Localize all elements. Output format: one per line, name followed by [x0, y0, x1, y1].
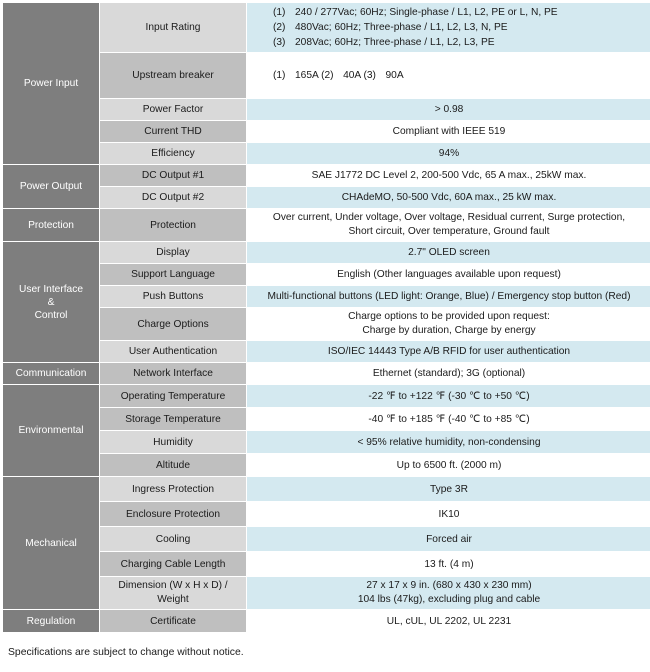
- item-cell-humidity: Humidity: [100, 431, 246, 453]
- text-line: 104 lbs (47kg), excluding plug and cable: [357, 594, 541, 605]
- table-row: [3, 477, 650, 501]
- table-row: [3, 143, 650, 164]
- item-cell-efficiency: Efficiency: [100, 143, 246, 164]
- value-cell-storage-temperature: -40 ℉ to +185 ℉ (-40 ℃ to +85 ℃): [247, 408, 650, 430]
- table-row: [3, 502, 650, 526]
- item-cell-push-buttons: Push Buttons: [100, 286, 246, 307]
- value-cell-dimension-weight: [247, 577, 650, 609]
- value-cell-certificate: UL, cUL, UL 2202, UL 2231: [247, 610, 650, 632]
- value-cell-enclosure-protection: IK10: [247, 502, 650, 526]
- value-cell-network-interface: Ethernet (standard); 3G (optional): [247, 363, 650, 384]
- item-cell-dc-output-2: DC Output #2: [100, 187, 246, 208]
- group-cell-regulation: Regulation: [3, 610, 99, 632]
- table-row: [3, 577, 650, 609]
- table-row: [3, 209, 650, 241]
- text-line: Charge by duration, Charge by energy: [362, 325, 536, 336]
- value-cell-push-buttons: Multi-functional buttons (LED light: Orange, Blue) / Emergency stop button (Red): [247, 286, 650, 307]
- value-cell-charge-options: [247, 308, 650, 340]
- table-row: [3, 385, 650, 407]
- table-row: [3, 454, 650, 476]
- table-row: [3, 610, 650, 632]
- list-item: (2) 40A: [321, 70, 361, 81]
- table-row: [3, 53, 650, 98]
- value-cell-input-rating: [247, 3, 650, 52]
- item-cell-power-factor: Power Factor: [100, 99, 246, 120]
- value-cell-humidity: < 95% relative humidity, non-condensing: [247, 431, 650, 453]
- item-cell-user-authentication: User Authentication: [100, 341, 246, 362]
- value-cell-display: 2.7" OLED screen: [247, 242, 650, 263]
- list-item: (3) 90A: [363, 70, 404, 81]
- specifications-table: [2, 2, 650, 633]
- value-cell-altitude: Up to 6500 ft. (2000 m): [247, 454, 650, 476]
- value-cell-efficiency: 94%: [247, 143, 650, 164]
- table-row: [3, 3, 650, 52]
- text-line: Dimension (W x H x D) /: [118, 580, 228, 591]
- text-line: Charge options to be provided upon request:: [348, 311, 550, 322]
- table-row: [3, 552, 650, 576]
- item-cell-protection: Protection: [100, 209, 246, 241]
- table-row: [3, 431, 650, 453]
- group-label-line: Control: [34, 309, 68, 321]
- specification-sheet: [0, 2, 650, 672]
- group-cell-protection: Protection: [3, 209, 99, 241]
- table-row: [3, 408, 650, 430]
- list-item: (1) 240 / 277Vac; 60Hz; Single-phase / L1, L2, PE or L, N, PE: [273, 7, 558, 18]
- group-cell-mechanical: Mechanical: [3, 477, 99, 609]
- item-cell-enclosure-protection: Enclosure Protection: [100, 502, 246, 526]
- value-cell-protection: [247, 209, 650, 241]
- group-label-line: &: [47, 296, 55, 308]
- text-line: Weight: [157, 594, 189, 605]
- item-cell-cooling: Cooling: [100, 527, 246, 551]
- value-cell-cooling: Forced air: [247, 527, 650, 551]
- value-cell-upstream-breaker: [247, 53, 650, 98]
- item-cell-storage-temperature: Storage Temperature: [100, 408, 246, 430]
- value-cell-dc-output-1: SAE J1772 DC Level 2, 200-500 Vdc, 65 A max., 25kW max.: [247, 165, 650, 186]
- text-line: Short circuit, Over temperature, Ground fault: [348, 226, 550, 237]
- group-label-line: User Interface: [19, 283, 83, 295]
- group-cell-power-output: Power Output: [3, 165, 99, 208]
- item-cell-operating-temperature: Operating Temperature: [100, 385, 246, 407]
- table-row: [3, 165, 650, 186]
- value-cell-charging-cable-length: 13 ft. (4 m): [247, 552, 650, 576]
- table-row: [3, 286, 650, 307]
- item-cell-input-rating: Input Rating: [100, 3, 246, 52]
- table-row: [3, 121, 650, 142]
- item-cell-upstream-breaker: Upstream breaker: [100, 53, 246, 98]
- table-row: [3, 99, 650, 120]
- input-rating-list: [251, 5, 647, 50]
- value-cell-dc-output-2: CHAdeMO, 50-500 Vdc, 60A max., 25 kW max.: [247, 187, 650, 208]
- table-row: [3, 527, 650, 551]
- value-cell-user-authentication: ISO/IEC 14443 Type A/B RFID for user authentication: [247, 341, 650, 362]
- list-item: (3) 208Vac; 60Hz; Three-phase / L1, L2, L3, PE: [273, 37, 495, 48]
- item-cell-altitude: Altitude: [100, 454, 246, 476]
- table-row: [3, 308, 650, 340]
- item-cell-charging-cable-length: Charging Cable Length: [100, 552, 246, 576]
- table-row: [3, 341, 650, 362]
- item-cell-support-language: Support Language: [100, 264, 246, 285]
- group-cell-environmental: Environmental: [3, 385, 99, 476]
- table-row: [3, 242, 650, 263]
- text-line: Over current, Under voltage, Over voltage, Residual current, Surge protection,: [272, 212, 626, 223]
- table-row: [3, 187, 650, 208]
- group-cell-user-interface-control: [3, 242, 99, 362]
- group-cell-communication: Communication: [3, 363, 99, 384]
- item-cell-dc-output-1: DC Output #1: [100, 165, 246, 186]
- value-cell-operating-temperature: -22 ℉ to +122 ℉ (-30 ℃ to +50 ℃): [247, 385, 650, 407]
- item-cell-charge-options: Charge Options: [100, 308, 246, 340]
- upstream-breaker-list: [251, 68, 404, 83]
- item-cell-network-interface: Network Interface: [100, 363, 246, 384]
- table-row: [3, 264, 650, 285]
- list-item: (1) 165A: [273, 70, 319, 81]
- text-line: 27 x 17 x 9 in. (680 x 430 x 230 mm): [366, 580, 532, 591]
- list-item: (2) 480Vac; 60Hz; Three-phase / L1, L2, L3, N, PE: [273, 22, 508, 33]
- item-cell-dimension-weight: [100, 577, 246, 609]
- item-cell-display: Display: [100, 242, 246, 263]
- value-cell-ingress-protection: Type 3R: [247, 477, 650, 501]
- item-cell-current-thd: Current THD: [100, 121, 246, 142]
- value-cell-power-factor: > 0.98: [247, 99, 650, 120]
- table-row: [3, 363, 650, 384]
- value-cell-support-language: English (Other languages available upon request): [247, 264, 650, 285]
- value-cell-current-thd: Compliant with IEEE 519: [247, 121, 650, 142]
- item-cell-ingress-protection: Ingress Protection: [100, 477, 246, 501]
- item-cell-certificate: Certificate: [100, 610, 246, 632]
- footnote-text: Specifications are subject to change without notice.: [8, 647, 244, 658]
- group-cell-power-input: Power Input: [3, 3, 99, 164]
